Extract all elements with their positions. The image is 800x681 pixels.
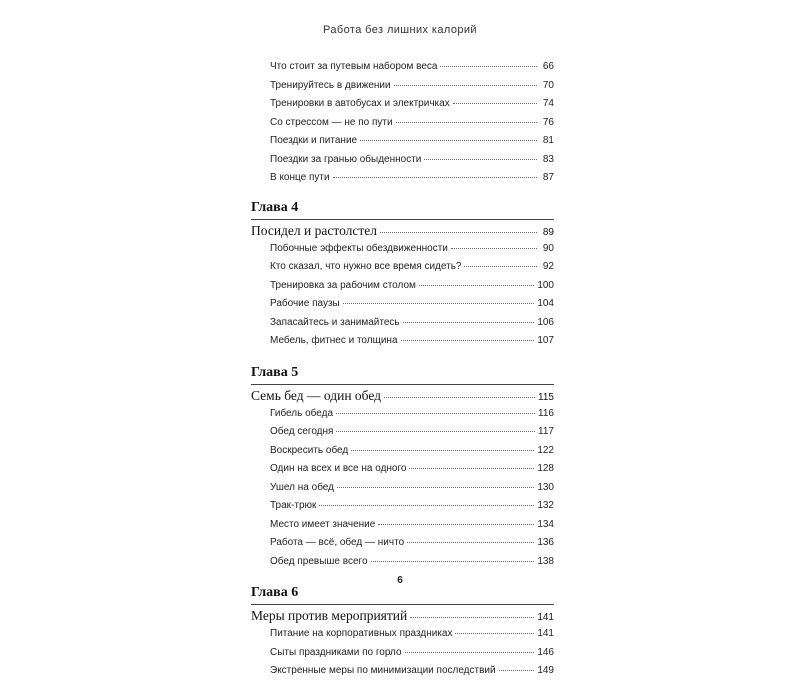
toc-entry-page: 87 (542, 172, 554, 183)
toc-entry-label: В конце пути (270, 172, 330, 183)
dot-leader (336, 413, 535, 414)
toc-entry-label: Экстренные меры по минимизации последствий (270, 665, 496, 676)
dot-leader (394, 85, 537, 86)
dot-leader (410, 617, 534, 618)
dot-leader (424, 159, 537, 160)
chapter-rule (251, 219, 554, 220)
toc-entry (251, 114, 554, 133)
toc-entry-label: Тренировка за рабочим столом (270, 279, 416, 291)
toc-entry-page: 141 (537, 628, 554, 639)
chapter-heading: Глава 5 (251, 364, 299, 380)
dot-leader (360, 140, 537, 141)
toc-entry (251, 553, 554, 572)
toc-entry (251, 625, 554, 644)
toc-entry-label: Работа — всё, обед — ничто (270, 537, 405, 548)
toc-entry-page: 74 (542, 98, 554, 109)
toc-entry-page: 83 (542, 153, 554, 165)
dot-leader (396, 122, 537, 123)
toc-entry-page: 92 (542, 261, 554, 272)
dot-leader (419, 285, 534, 286)
dot-leader (499, 670, 535, 671)
toc-entry-label: Трак-трюк (270, 500, 317, 511)
toc-entry-label: Тренировки в автобусах и электричках (270, 98, 450, 109)
toc-entry (251, 442, 554, 461)
toc-entry-page: 115 (538, 391, 554, 403)
toc-entry (251, 58, 554, 77)
toc-entry-label: Поездки и питание (270, 135, 358, 146)
chapter-rule (251, 384, 554, 385)
chapter-heading: Глава 6 (251, 585, 299, 600)
toc-entry (251, 662, 554, 681)
toc-entry-page: 106 (537, 316, 554, 328)
dot-leader (440, 66, 537, 67)
toc-entry-label: Место имеет значение (270, 518, 376, 530)
dot-leader (409, 468, 534, 469)
toc-entry-page: 130 (537, 481, 554, 493)
chapter-title: Меры против мероприятий (251, 608, 408, 623)
toc-entry-label: Ушел на обед (270, 481, 334, 493)
toc-entry (251, 644, 554, 663)
toc-entry-label: Обед превыше всего (270, 555, 368, 567)
toc-entry (251, 169, 554, 188)
chapter-title-entry (251, 386, 554, 405)
toc-entry (251, 497, 554, 516)
toc-entry (251, 479, 554, 498)
chapter-rule (251, 604, 554, 605)
intro-entries (251, 58, 554, 188)
toc-entry-page: 76 (542, 116, 554, 128)
toc-entry-label: Обед сегодня (270, 426, 334, 437)
toc-entry-page: 100 (537, 279, 554, 291)
chapter-5 (251, 364, 554, 572)
toc-entry (251, 295, 554, 314)
toc-entry-page: 149 (537, 665, 554, 676)
toc-entry (251, 460, 554, 479)
toc-entry (251, 332, 554, 351)
toc-entry-label: Питание на корпоративных праздниках (270, 628, 453, 639)
running-head: Работа без лишних калорий (323, 24, 477, 36)
toc-entry (251, 534, 554, 553)
toc-entry (251, 77, 554, 96)
chapter-heading: Глава 4 (251, 199, 299, 215)
dot-leader (401, 340, 535, 341)
toc-entry-page: 134 (537, 518, 554, 530)
table-of-contents (251, 58, 554, 681)
toc-entry-label: Запасайтесь и занимайтесь (270, 316, 400, 328)
toc-entry-label: Рабочие паузы (270, 298, 340, 309)
toc-entry-page: 116 (538, 407, 554, 419)
toc-entry-page: 146 (537, 646, 554, 658)
dot-leader (453, 103, 537, 104)
chapter-6 (251, 584, 554, 681)
dot-leader (464, 266, 537, 267)
dot-leader (380, 232, 537, 233)
toc-entry-label: Воскресить обед (270, 444, 349, 456)
dot-leader (407, 542, 534, 543)
dot-leader (403, 322, 535, 323)
toc-entry-page: 128 (537, 463, 554, 474)
toc-entry-page: 70 (542, 79, 554, 91)
dot-leader (351, 450, 534, 451)
toc-entry (251, 240, 554, 259)
dot-leader (371, 561, 535, 562)
toc-entry-label: Что стоит за путевым набором веса (270, 61, 438, 72)
dot-leader (333, 177, 537, 178)
toc-entry (251, 405, 554, 424)
toc-entry-page: 89 (542, 226, 554, 238)
toc-entry-page: 136 (537, 537, 554, 548)
toc-entry (251, 95, 554, 114)
toc-entry (251, 516, 554, 535)
toc-entry-page: 138 (537, 555, 554, 567)
chapter-4 (251, 199, 554, 351)
toc-entry (251, 314, 554, 333)
chapter-title-entry (251, 606, 554, 625)
dot-leader (451, 248, 537, 249)
toc-entry-label: Один на всех и все на одного (270, 463, 407, 474)
toc-entry-page: 104 (537, 298, 554, 309)
toc-entry-label: Побочные эффекты обездвиженности (270, 242, 448, 254)
chapter-title-entry (251, 221, 554, 240)
toc-entry-page: 81 (542, 135, 554, 146)
toc-entry-label: Поездки за гранью обыденности (270, 153, 422, 165)
chapter-title: Посидел и растолстел (251, 222, 378, 238)
dot-leader (337, 487, 534, 488)
toc-entry-page: 107 (537, 335, 554, 346)
toc-entry (251, 151, 554, 170)
dot-leader (336, 431, 535, 432)
dot-leader (455, 633, 534, 634)
toc-entry-label: Сыты праздниками по горло (270, 646, 402, 658)
toc-entry-page: 122 (537, 444, 554, 456)
toc-entry-page: 117 (538, 426, 554, 437)
dot-leader (378, 524, 534, 525)
toc-entry (251, 132, 554, 151)
toc-entry-page: 132 (537, 500, 554, 511)
page-number: 6 (397, 575, 403, 586)
toc-entry-label: Со стрессом — не по пути (270, 116, 393, 128)
toc-entry (251, 423, 554, 442)
toc-entry (251, 277, 554, 296)
toc-entry-label: Мебель, фитнес и толщина (270, 335, 398, 346)
toc-entry-label: Кто сказал, что нужно все время сидеть? (270, 261, 462, 272)
dot-leader (384, 397, 535, 398)
toc-entry (251, 258, 554, 277)
toc-entry-page: 66 (542, 61, 554, 72)
dot-leader (405, 652, 535, 653)
toc-entry-page: 90 (542, 242, 554, 254)
toc-entry-page: 141 (537, 612, 554, 623)
chapter-title: Семь бед — один обед (251, 387, 382, 403)
dot-leader (343, 303, 535, 304)
toc-entry-label: Тренируйтесь в движении (270, 79, 391, 91)
dot-leader (319, 505, 534, 506)
toc-entry-label: Гибель обеда (270, 407, 334, 419)
